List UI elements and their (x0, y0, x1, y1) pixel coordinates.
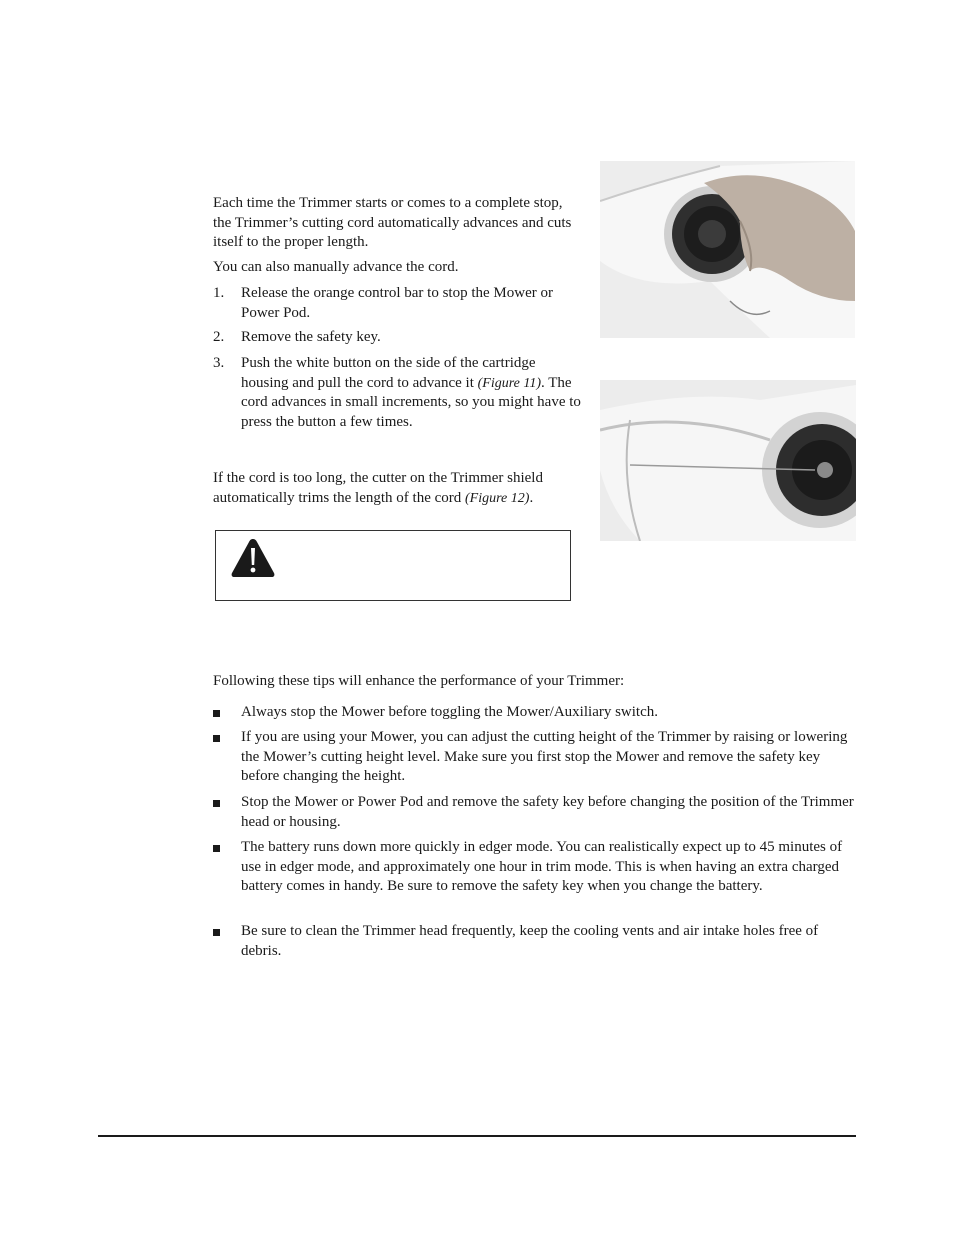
bullet-square-icon (213, 800, 220, 807)
tip-text: Be sure to clean the Trimmer head frequently, keep the cooling vents and air intake holes free of debris. (241, 923, 819, 959)
footer-rule (98, 1135, 856, 1137)
cutter-text: If the cord is too long, the cutter on the Trimmer shield automatically trims the length of the cord (Figure 12). (213, 470, 543, 506)
step-2 (213, 328, 573, 348)
step-number: 1. (213, 285, 225, 301)
step-text: Release the orange control bar to stop the Mower or Power Pod. (241, 285, 553, 321)
step-number: 2. (213, 329, 225, 345)
bullet-square-icon (213, 710, 220, 717)
figure-12-photo (600, 380, 856, 541)
bullet-square-icon (213, 929, 220, 936)
advance-intro: Each time the Trimmer starts or comes to a complete stop, the Trimmer’s cutting cord automatically advances and cuts itself to the proper length. (213, 195, 572, 251)
tip-text: Stop the Mower or Power Pod and remove the safety key before changing the position of the Trimmer head or housing. (241, 794, 854, 830)
step-3 (213, 354, 585, 434)
tip-1 (213, 703, 856, 723)
tip-text: Always stop the Mower before toggling the Mower/Auxiliary switch. (241, 704, 659, 720)
warning-triangle-icon (230, 537, 276, 579)
step-text: Remove the safety key. (241, 329, 381, 345)
tip-text: If you are using your Mower, you can adjust the cutting height of the Trimmer by raising or lowering the Mower’s cutting height level. Make sure you first stop the Mower and remove the safety key before changing the height. (241, 729, 848, 785)
step-text: Push the white button on the side of the cartridge housing and pull the cord to advance it (Figure 11). The cord advances in small increments, so you might have to press the button a few times. (241, 355, 581, 430)
step-number: 3. (213, 355, 225, 371)
manual-advance-text: You can also manually advance the cord. (213, 259, 459, 275)
warning-box (215, 530, 571, 601)
bullet-square-icon (213, 735, 220, 742)
tip-3 (213, 793, 856, 833)
tip-4 (213, 838, 856, 918)
tip-5 (213, 922, 856, 962)
figure-12-reference: (Figure 12) (465, 490, 530, 506)
figure-11-photo (600, 161, 855, 338)
tip-2 (213, 728, 856, 788)
step-1 (213, 284, 573, 324)
figure-11-reference: (Figure 11) (477, 375, 541, 391)
tips-intro: Following these tips will enhance the performance of your Trimmer: (213, 673, 625, 689)
tip-text: The battery runs down more quickly in edger mode. You can realistically expect up to 45 minutes of use in edger mode, and approximately one hour in trim mode. This is when having an extra charged battery comes in handy. Be sure to remove the safety key when you change the battery. (241, 839, 843, 895)
bullet-square-icon (213, 845, 220, 852)
